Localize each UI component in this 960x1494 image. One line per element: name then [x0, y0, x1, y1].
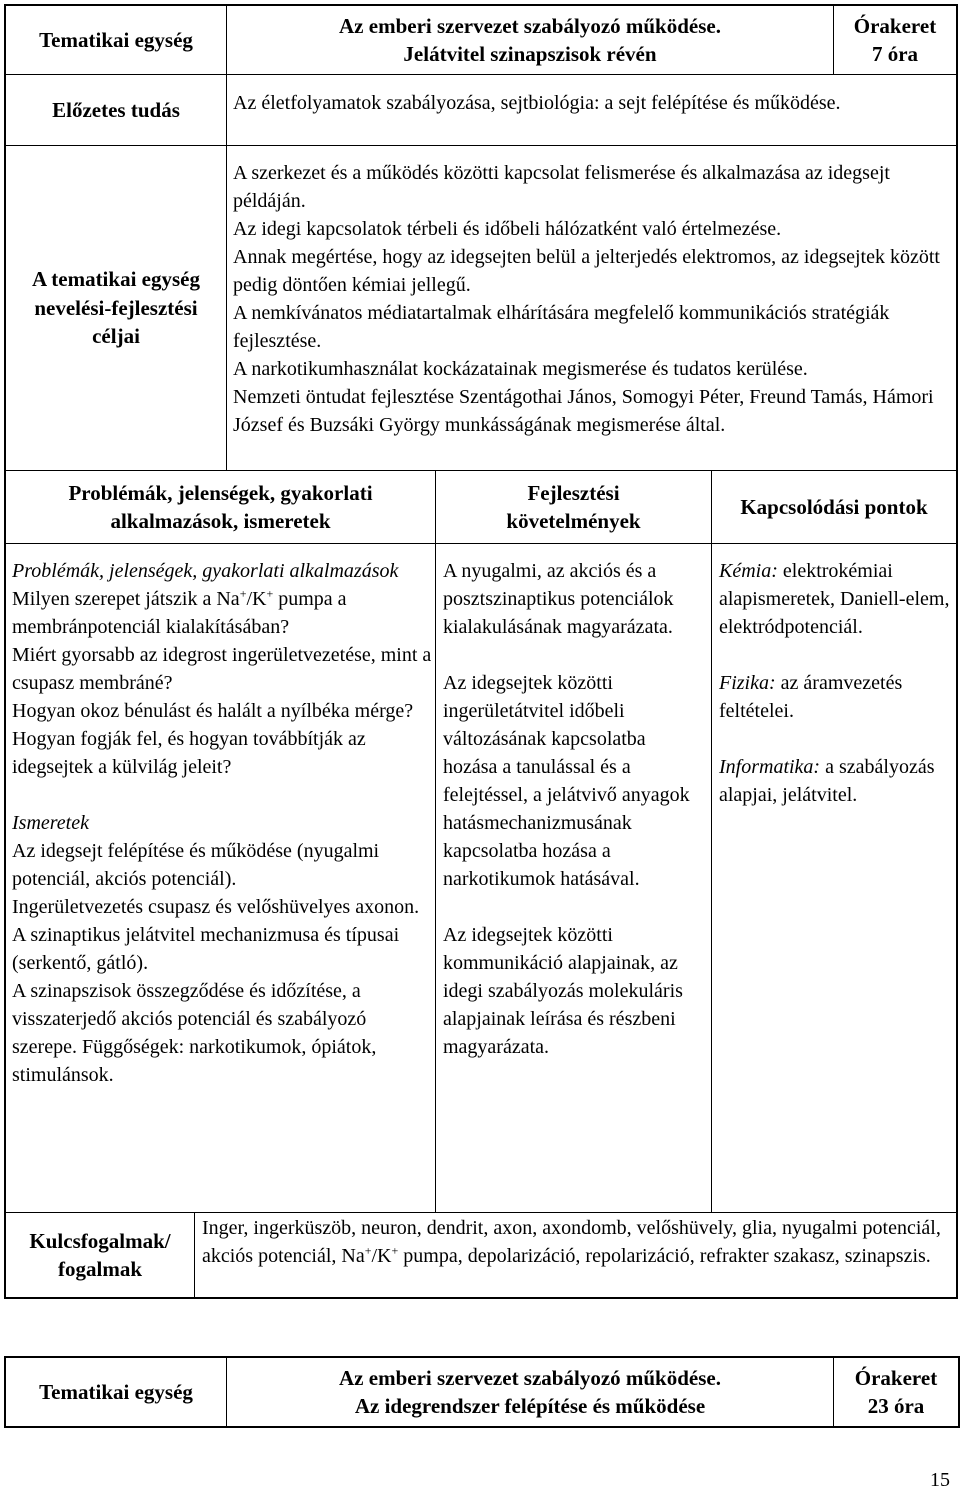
problem-question-3: Hogyan okoz bénulást és halált a nyílbéka mérge?: [12, 700, 414, 722]
prior-knowledge-text-cell: [233, 89, 948, 117]
hours-label: Órakeret: [853, 13, 937, 38]
col-header-connections: [712, 471, 956, 543]
connection-chemistry: Kémia: elektrokémiai alapismeretek, Daniell-elem, elektródpotenciál.: [719, 560, 950, 638]
table2-label: Tematikai egység: [39, 1379, 193, 1404]
header-label-cell: [6, 6, 226, 74]
key-concepts-label-line2: fogalmak: [58, 1257, 142, 1281]
goal-item: A szerkezet és a működés közötti kapcsolat felismerése és alkalmazása az idegsejt példáján.: [233, 162, 890, 212]
prior-knowledge-label: Előzetes tudás: [52, 97, 180, 122]
problem-question-1: Milyen szerepet játszik a Na+/K+ pumpa a membránpotenciál kialakításában?: [12, 586, 347, 638]
table2-title-line2: Az idegrendszer felépítése és működése: [354, 1394, 706, 1418]
goals-label-line1: A tematikai egység: [32, 267, 200, 292]
prior-knowledge-label-cell: [6, 75, 226, 145]
goals-label-cell: [6, 146, 226, 470]
header-hours-cell: [834, 6, 956, 74]
problems-cell: [12, 557, 432, 1089]
connection-informatics: Informatika: a szabályozás alapjai, jelátvitel.: [719, 756, 935, 806]
table2-label-cell: [6, 1358, 226, 1426]
connections-cell: [719, 557, 955, 809]
requirements-cell: [443, 557, 705, 1061]
table2-hours-value: 23 óra: [867, 1394, 925, 1418]
connection-physics: Fizika: az áramvezetés feltételei.: [719, 672, 903, 722]
goal-item: A narkotikumhasználat kockázatainak megismerése és tudatos kerülése.: [233, 358, 808, 380]
col-header-problems-line1: Problémák, jelenségek, gyakorlati: [68, 480, 373, 505]
table2-hours-cell: [834, 1358, 958, 1426]
knowledge-item: Az idegsejt felépítése és működése (nyugalmi potenciál, akciós potenciál).: [12, 840, 380, 890]
goal-item: Nemzeti öntudat fejlesztése Szentágothai János, Somogyi Péter, Freund Tamás, Hámori József és Buzsáki György munkásságának megismerése által.: [233, 386, 934, 436]
key-concepts-text: Inger, ingerküszöb, neuron, dendrit, axon, axondomb, velőshüvely, glia, nyugalmi potenciál, akciós potenciál, Na+/K+ pumpa, depolarizáció, repolarizáció, refrakter szakasz, szinapszis.: [202, 1217, 941, 1267]
header-title-cell: [227, 6, 833, 74]
header-title-line1: Az emberi szervezet szabályozó működése.: [339, 13, 721, 38]
key-concepts-label-cell: [6, 1213, 194, 1297]
col-header-problems-line2: alkalmazások, ismeretek: [110, 509, 331, 533]
requirement-item: Az idegsejtek közötti kommunikáció alapjainak, az idegi szabályozás molekuláris alapjainak leírása és részbeni magyarázata.: [443, 924, 683, 1058]
col-header-requirements-line2: követelmények: [506, 509, 641, 533]
goals-label-line3: céljai: [92, 324, 140, 349]
hours-value: 7 óra: [871, 42, 919, 66]
key-concepts-label-line1: Kulcsfogalmak/: [29, 1228, 171, 1253]
col-header-connections-text: Kapcsolódási pontok: [740, 494, 928, 519]
knowledge-item: A szinapszisok összegződése és időzítése, a visszaterjedő akciós potenciál és szabályozó szerepe. Függőségek: narkotikumok, ópiátok, stimulánsok.: [12, 980, 377, 1086]
requirement-item: Az idegsejtek közötti ingerületátvitel időbeli változásának kapcsolatba hozása a tanulással és a felejtéssel, a jelátvivő anyagok hatásmechanizmusának kapcsolatba hozása a narkotikumok hatásával.: [443, 672, 690, 890]
table2-title-line1: Az emberi szervezet szabályozó működése.: [339, 1365, 721, 1390]
goal-item: Annak megértése, hogy az idegsejten belül a jelterjedés elektromos, az idegsejtek között pedig döntően kémiai jellegű.: [233, 246, 940, 296]
header-title-line2: Jelátvitel szinapszisok révén: [403, 42, 657, 66]
goal-item: A nemkívánatos médiatartalmak elhárítására megfelelő kommunikációs stratégiák fejlesztése.: [233, 302, 890, 352]
knowledge-item: A szinaptikus jelátvitel mechanizmusa és típusai (serkentő, gátló).: [12, 924, 400, 974]
problem-question-2: Miért gyorsabb az idegrost ingerületvezetése, mint a csupasz membráné?: [12, 644, 432, 694]
goal-item: Az idegi kapcsolatok térbeli és időbeli hálózatként való értelmezése.: [233, 218, 782, 240]
header-label: Tematikai egység: [39, 27, 193, 52]
goals-label-line2: nevelési-fejlesztési: [34, 295, 198, 320]
goals-list: [233, 159, 951, 439]
prior-knowledge-text: Az életfolyamatok szabályozása, sejtbiológia: a sejt felépítése és működése.: [233, 92, 841, 114]
col-header-requirements: [436, 471, 711, 543]
col-header-problems: [6, 471, 435, 543]
table2-title-cell: [227, 1358, 833, 1426]
problems-heading: Problémák, jelenségek, gyakorlati alkalmazások: [12, 560, 399, 582]
col-header-requirements-line1: Fejlesztési: [527, 480, 620, 505]
knowledge-heading: Ismeretek: [12, 812, 89, 834]
table2-hours-label: Órakeret: [854, 1365, 938, 1390]
key-concepts-text-cell: [202, 1214, 950, 1270]
problem-question-4: Hogyan fogják fel, és hogyan továbbítják az idegsejtek a külvilág jeleit?: [12, 728, 366, 778]
page-number: 15: [930, 1469, 950, 1491]
requirement-item: A nyugalmi, az akciós és a posztszinaptikus potenciálok kialakulásának magyarázata.: [443, 560, 674, 638]
knowledge-item: Ingerületvezetés csupasz és velőshüvelyes axonon.: [12, 896, 420, 918]
